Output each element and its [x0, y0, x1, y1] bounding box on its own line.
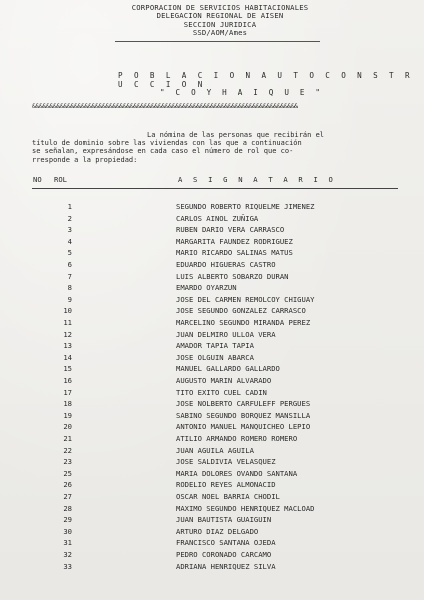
- list-item-number: 27: [63, 492, 72, 501]
- list-item-assignee: MAXIMO SEGUNDO HENRIQUEZ MACLOAD: [176, 503, 315, 513]
- list-item: [0, 480, 424, 491]
- list-item: [0, 492, 424, 503]
- list-item: [0, 457, 424, 468]
- list-item-number: 17: [63, 387, 72, 397]
- list-item-number: 33: [63, 561, 72, 571]
- list-item-assignee: MANUEL GALLARDO GALLARDO: [176, 364, 280, 374]
- list-item: [0, 434, 424, 445]
- list-item-number: 29: [63, 515, 72, 525]
- list-item-assignee: ANTONIO MANUEL MANQUICHEO LEPIO: [176, 422, 311, 432]
- list-item-assignee: SEGUNDO ROBERTO RIQUELME JIMENEZ: [176, 202, 315, 211]
- list-item-assignee: RODELIO REYES ALMONACID: [176, 480, 276, 490]
- intro-line: rresponde a la propiedad:: [32, 155, 138, 164]
- list-item: [0, 422, 424, 433]
- list-item-number: 22: [63, 445, 72, 455]
- letterhead-line: DELEGACION REGIONAL DE AISEN: [156, 11, 284, 21]
- list-item-number: 6: [67, 260, 72, 269]
- list-item: [0, 399, 424, 410]
- list-item-assignee: RUBEN DARIO VERA CARRASCO: [176, 225, 285, 235]
- list-item-assignee: ARTURO DIAZ DELGADO: [176, 526, 259, 536]
- list-item: [0, 446, 424, 457]
- list-item-assignee: JOSE SEGUNDO GONZALEZ CARRASCO: [176, 306, 306, 316]
- letterhead-line: CORPORACION DE SERVICIOS HABITACIONALES: [131, 3, 309, 12]
- list-item: [0, 550, 424, 561]
- list-item: [0, 283, 424, 294]
- list-item: [0, 330, 424, 341]
- list-item: [0, 306, 424, 317]
- list-item-number: 3: [67, 225, 72, 235]
- ampersand-separator: &&&&&&&&&&&&&&&&&&&&&&&&&&&&&&&&&&&&&&&&&&&&&&&&&&&&&&&&&&&&&&&&&&&&&&&&&&&&: [32, 102, 298, 110]
- column-header-rule: [32, 188, 398, 189]
- list-item: [0, 341, 424, 352]
- column-header-asignatario: A S I G N A T A R I O: [178, 175, 337, 184]
- list-item: [0, 272, 424, 283]
- list-item-number: 31: [63, 538, 72, 548]
- list-item-assignee: ATILIO ARMANDO ROMERO ROMERO: [176, 434, 298, 443]
- list-item: [0, 202, 424, 213]
- list-item-assignee: FRANCISCO SANTANA OJEDA: [176, 538, 276, 548]
- list-item: [0, 353, 424, 364]
- list-item: [0, 527, 424, 538]
- list-item-number: 13: [63, 341, 72, 351]
- list-item-assignee: JOSE OLGUIN ABARCA: [176, 352, 254, 362]
- list-item-assignee: ADRIANA HENRIQUEZ SILVA: [176, 561, 276, 571]
- list-item-number: 2: [67, 213, 72, 223]
- list-item-number: 9: [67, 294, 72, 304]
- list-item: [0, 469, 424, 480]
- letterhead-line: SSD/AOM/Ames: [192, 28, 248, 38]
- list-item-assignee: JOSE SALDIVIA VELASQUEZ: [176, 457, 276, 467]
- list-item: [0, 237, 424, 248]
- list-item-number: 26: [63, 480, 72, 490]
- list-item: [0, 411, 424, 422]
- list-item: [0, 364, 424, 375]
- list-item-number: 16: [63, 376, 72, 385]
- list-item: [0, 225, 424, 236]
- list-item-number: 1: [67, 202, 72, 211]
- list-item: [0, 515, 424, 526]
- list-item-number: 32: [63, 550, 72, 559]
- list-item-number: 10: [63, 306, 72, 316]
- list-item-assignee: MARIO RICARDO SALINAS MATUS: [176, 248, 293, 258]
- list-item-assignee: AMADOR TAPIA TAPIA: [176, 341, 254, 351]
- list-item-number: 25: [63, 468, 72, 478]
- intro-paragraph: [32, 131, 402, 164]
- intro-line: La nómina de las personas que recibirán el: [147, 131, 325, 139]
- list-item-assignee: JUAN BAUTISTA GUAIGUIN: [176, 515, 272, 525]
- list-item-number: 4: [67, 236, 72, 246]
- list-item-assignee: EMARDO OYARZUN: [176, 283, 237, 293]
- list-item-number: 7: [67, 271, 72, 281]
- document-title: P O B L A C I O N A U T O C O N S T R U C C I O N: [118, 71, 413, 89]
- list-item-assignee: JOSE DEL CARMEN REMOLCOY CHIGUAY: [176, 294, 315, 304]
- list-item: [0, 260, 424, 271]
- list-item: [0, 318, 424, 329]
- intro-line: título de dominio sobre las viviendas con las que a continuación: [32, 139, 302, 148]
- list-item-number: 15: [63, 364, 72, 374]
- list-item-assignee: JUAN DELMIRO ULLOA VERA: [176, 329, 276, 339]
- list-item-assignee: CARLOS AINOL ZUÑIGA: [176, 213, 259, 223]
- list-item-assignee: LUIS ALBERTO SOBARZO DURAN: [176, 271, 289, 281]
- list-item-number: 19: [63, 410, 72, 420]
- letterhead: [110, 4, 330, 38]
- intro-line: se señalan, expresándose en cada caso el número de rol que co-: [32, 147, 294, 156]
- list-item-assignee: MARIA DOLORES OVANDO SANTANA: [176, 468, 298, 478]
- list-item-number: 14: [63, 352, 72, 362]
- list-item-assignee: EDUARDO HIGUERAS CASTRO: [176, 260, 276, 269]
- list-item-assignee: JUAN AGUILA AGUILA: [176, 445, 254, 455]
- list-item-assignee: PEDRO CORONADO CARCAMO: [176, 550, 272, 559]
- list-item-number: 11: [63, 318, 72, 327]
- list-item: [0, 295, 424, 306]
- column-header-no: NO: [33, 175, 42, 184]
- list-item-number: 5: [67, 248, 72, 258]
- list-item-assignee: AUGUSTO MARIN ALVARADO: [176, 376, 272, 385]
- list-item: [0, 248, 424, 259]
- list-item: [0, 504, 424, 515]
- list-item: [0, 376, 424, 387]
- list-item-number: 21: [63, 434, 72, 443]
- column-header-rol: ROL: [54, 175, 67, 184]
- list-item-assignee: TITO EXITO CUEL CADIN: [176, 387, 267, 397]
- list-item: [0, 538, 424, 549]
- list-item: [0, 562, 424, 573]
- list-item-number: 23: [63, 457, 72, 467]
- list-item-number: 18: [63, 399, 72, 409]
- list-item-assignee: SABINO SEGUNDO BORQUEZ MANSILLA: [176, 410, 311, 420]
- list-item-number: 8: [67, 283, 72, 293]
- list-item-number: 30: [63, 526, 72, 536]
- list-item-assignee: OSCAR NOEL BARRIA CHODIL: [176, 492, 280, 501]
- list-item-assignee: JOSE NOLBERTO CARFULEFF PERGUES: [176, 399, 311, 409]
- list-item: [0, 388, 424, 399]
- document-subtitle: " C O Y H A I Q U E ": [160, 88, 324, 97]
- list-item-number: 12: [63, 329, 72, 339]
- list-item-assignee: MARGARITA FAUNDEZ RODRIGUEZ: [176, 236, 293, 246]
- list-item-assignee: MARCELINO SEGUNDO MIRANDA PEREZ: [176, 318, 311, 327]
- list-item: [0, 214, 424, 225]
- letterhead-line: SECCION JURIDICA: [183, 19, 257, 29]
- list-item-number: 28: [63, 503, 72, 513]
- list-item-number: 20: [63, 422, 72, 432]
- header-divider: [115, 41, 320, 42]
